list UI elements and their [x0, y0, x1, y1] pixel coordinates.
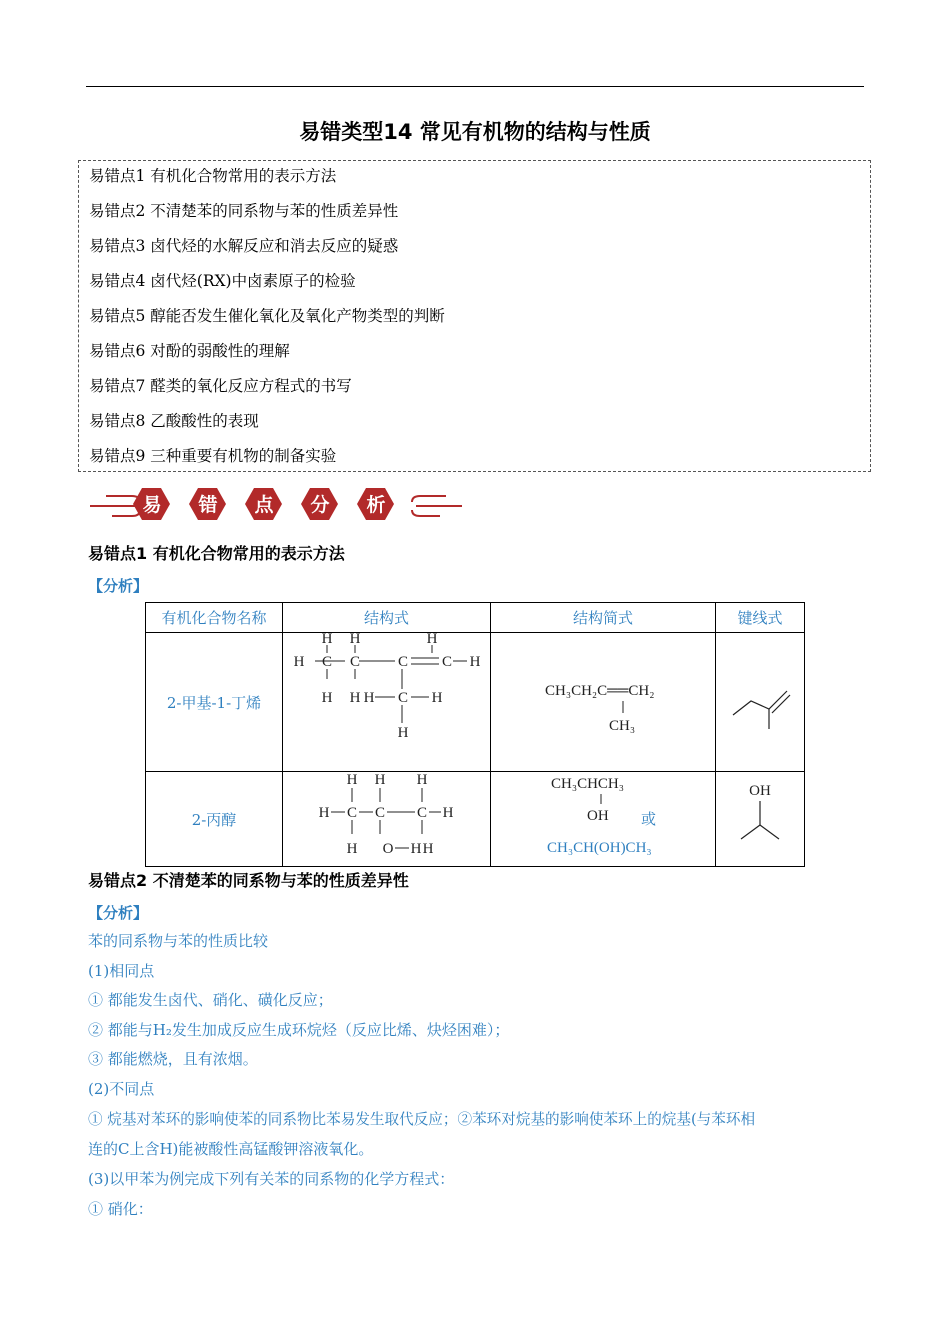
- toc-item: 易错点9 三种重要有机物的制备实验: [89, 447, 337, 465]
- table-header-cell: 结构简式: [491, 603, 716, 633]
- atom-label: H: [431, 690, 442, 706]
- or-label: 或: [641, 812, 657, 828]
- atom-label: H: [346, 841, 357, 857]
- scroll-ornament-right: [412, 496, 462, 516]
- atom-label: C: [374, 805, 385, 821]
- structural-formula-cell: [283, 633, 491, 772]
- atom-label: H: [346, 772, 357, 788]
- atom-label: H: [442, 805, 453, 821]
- atom-label: H: [318, 805, 329, 821]
- section-banner: [86, 476, 466, 532]
- table-row: [146, 772, 805, 867]
- atom-label: C: [321, 654, 332, 670]
- banner-char: 易: [142, 494, 162, 516]
- atom-label: H: [349, 633, 360, 647]
- table-header-cell: 键线式: [716, 603, 805, 633]
- section-heading: 易错点2 不清楚苯的同系物与苯的性质差异性: [88, 871, 409, 890]
- toc-item: 易错点2 不清楚苯的同系物与苯的性质差异性: [89, 202, 399, 220]
- atom-label: H: [397, 725, 408, 741]
- condensed-main: CH₃CHCH₃: [551, 776, 624, 792]
- representation-table: [145, 602, 805, 867]
- table-header-cell: 结构式: [283, 603, 491, 633]
- banner-char: 点: [254, 494, 274, 516]
- body-line: ① 都能发生卤代、硝化、磺化反应；: [88, 991, 333, 1009]
- banner-char: 析: [366, 494, 386, 516]
- atom-label: H: [293, 654, 304, 670]
- body-line: 连的C上含H)能被酸性高锰酸钾溶液氧化。: [88, 1140, 374, 1158]
- skeletal-formula-cell: [716, 772, 805, 867]
- toc-item: 易错点8 乙酸酸性的表现: [89, 412, 259, 430]
- skeletal-oh-label: OH: [749, 783, 771, 799]
- body-line: ② 都能与H₂发生加成反应生成环烷烃（反应比烯、炔烃困难）；: [88, 1021, 510, 1039]
- atom-label: H: [416, 772, 427, 788]
- body-line: (1)相同点: [88, 962, 155, 980]
- analysis-tag: 【分析】: [88, 577, 149, 595]
- toc-item: 易错点6 对酚的弱酸性的理解: [89, 342, 290, 360]
- condensed-formula-cell: [491, 772, 716, 867]
- condensed-formula-cell: [491, 633, 716, 772]
- compound-name: 2-甲基-1-丁烯: [146, 633, 283, 772]
- atom-label: H: [321, 690, 332, 706]
- toc-item: 易错点5 醇能否发生催化氧化及氧化产物类型的判断: [89, 307, 445, 325]
- condensed-formula: [493, 772, 713, 862]
- condensed-branch: OH: [587, 808, 609, 824]
- atom-label: C: [346, 805, 357, 821]
- atom-label: H: [426, 633, 437, 647]
- skeletal-formula: [725, 777, 795, 857]
- atom-label: H: [349, 690, 360, 706]
- toc-box: [78, 160, 871, 472]
- banner-char: 错: [198, 494, 218, 516]
- compound-name: 2-丙醇: [146, 772, 283, 867]
- condensed-formula: [493, 655, 713, 745]
- atom-label: H: [374, 772, 385, 788]
- condensed-main: CH₃CH₂C══CH₂: [545, 683, 655, 699]
- structural-formula: [287, 772, 487, 862]
- toc-item: 易错点7 醛类的氧化反应方程式的书写: [89, 377, 352, 395]
- page-title: 易错类型14 常见有机物的结构与性质: [299, 120, 651, 144]
- body-line: ① 硝化：: [88, 1200, 153, 1218]
- analysis-tag: 【分析】: [88, 904, 149, 922]
- structural-formula: [287, 633, 487, 767]
- body-line: ① 烷基对苯环的影响使苯的同系物比苯易发生取代反应；②苯环对烷基的影响使苯环上的烷基(与苯环相: [88, 1111, 756, 1128]
- condensed-branch: CH₃: [609, 718, 636, 734]
- section-heading: 易错点1 有机化合物常用的表示方法: [88, 544, 345, 563]
- body-line: 苯的同系物与苯的性质比较: [88, 932, 269, 950]
- atom-label: H: [363, 690, 374, 706]
- atom-label: H: [469, 654, 480, 670]
- structural-formula-cell: [283, 772, 491, 867]
- atom-label: C: [349, 654, 360, 670]
- toc-item: 易错点1 有机化合物常用的表示方法: [89, 167, 337, 185]
- toc-item: 易错点4 卤代烃(RX)中卤素原子的检验: [89, 272, 356, 290]
- atom-label: H: [422, 841, 433, 857]
- atom-label: C: [397, 654, 408, 670]
- body-line: ③ 都能燃烧，且有浓烟。: [88, 1050, 258, 1068]
- atom-label: C: [397, 690, 408, 706]
- atom-label: O: [382, 841, 393, 857]
- atom-label: C: [441, 654, 452, 670]
- banner-char: 分: [310, 494, 330, 516]
- table-header-row: [146, 603, 805, 633]
- toc-item: 易错点3 卤代烃的水解反应和消去反应的疑惑: [89, 237, 399, 255]
- atom-label: H: [410, 841, 421, 857]
- body-line: (3)以甲苯为例完成下列有关苯的同系物的化学方程式：: [88, 1170, 455, 1188]
- header-rule: [86, 86, 864, 87]
- scroll-ornament-left: [90, 496, 140, 516]
- table-row: [146, 633, 805, 772]
- table-header-cell: 有机化合物名称: [146, 603, 283, 633]
- atom-label: C: [416, 805, 427, 821]
- body-line: (2)不同点: [88, 1080, 155, 1098]
- atom-label: H: [321, 633, 332, 647]
- skeletal-formula-cell: [716, 633, 805, 772]
- condensed-alt: CH₃CH(OH)CH₃: [547, 840, 652, 856]
- skeletal-formula: [725, 665, 795, 735]
